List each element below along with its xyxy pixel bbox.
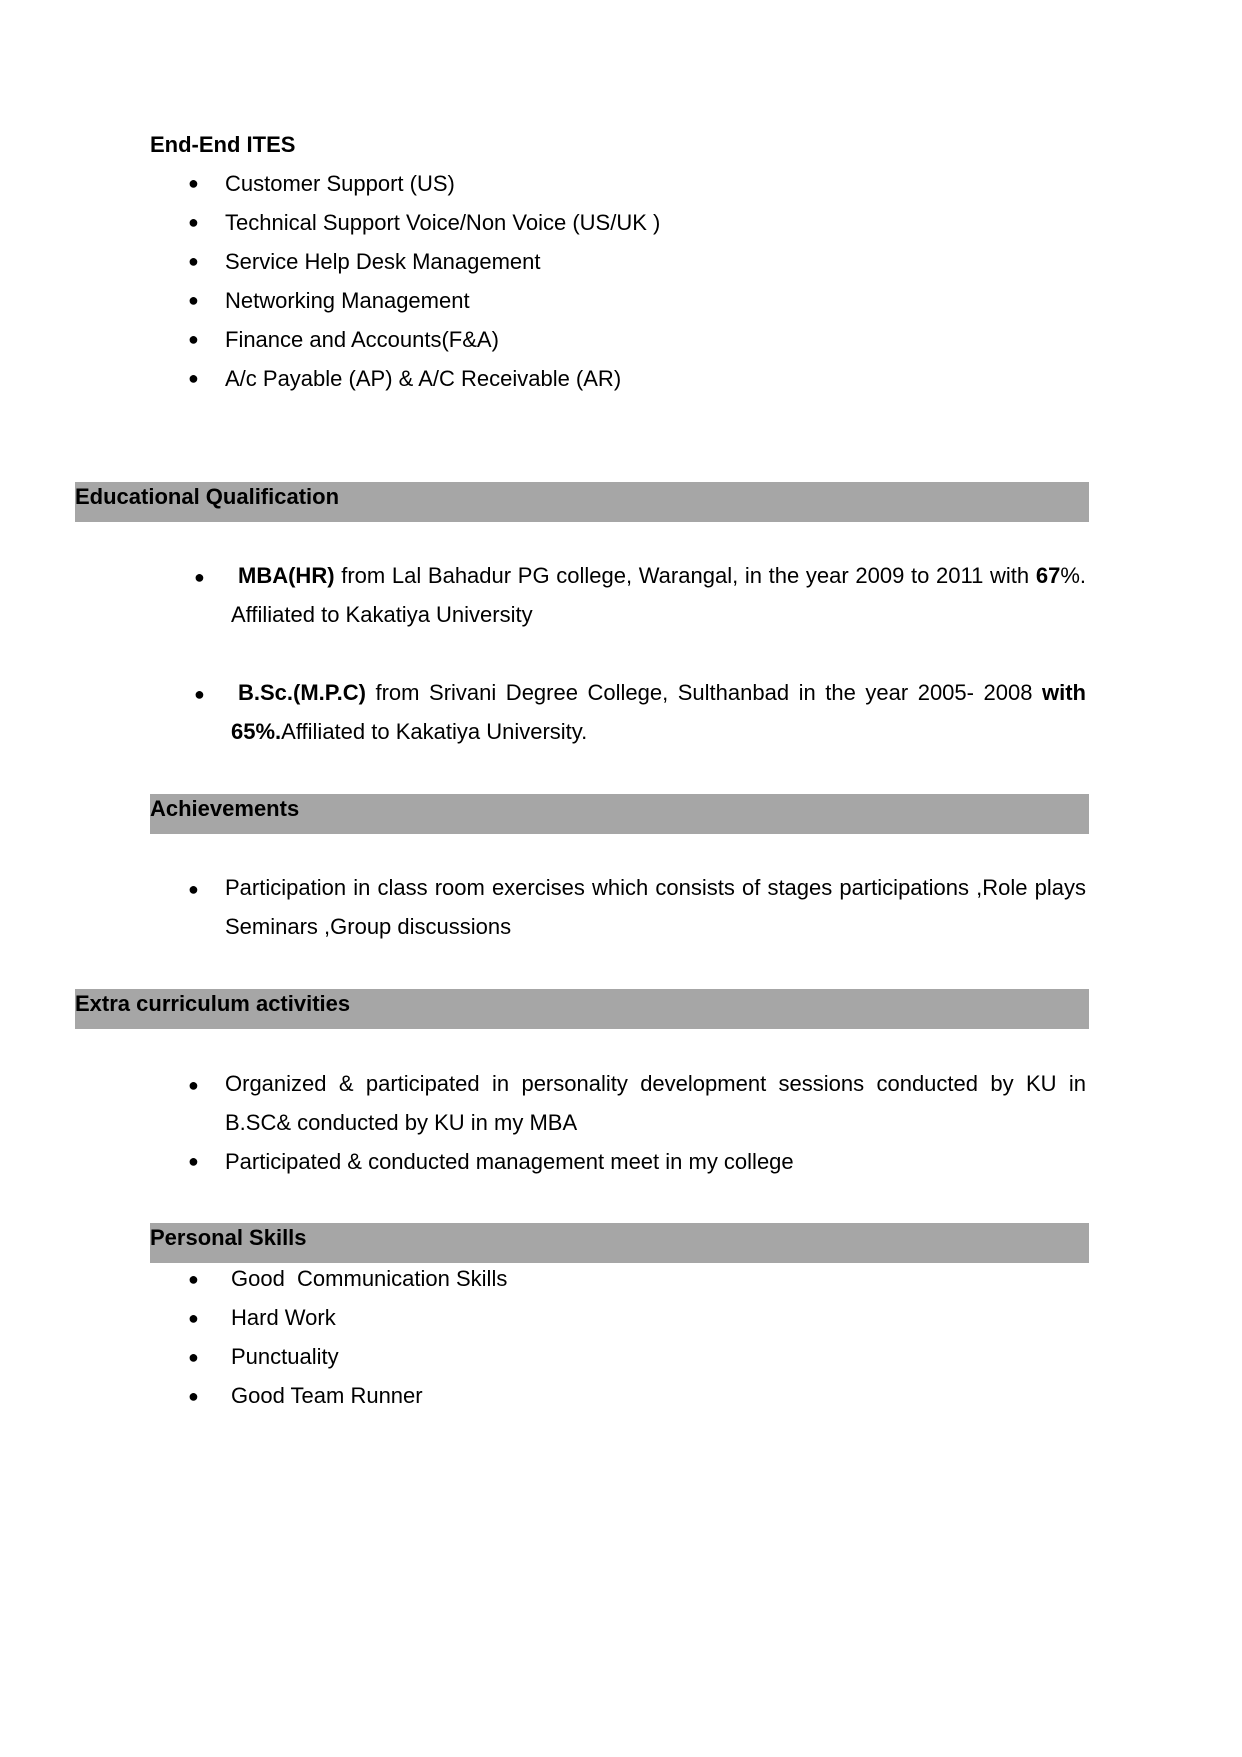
education-mba-line1 — [238, 563, 1086, 589]
achievements-title: Achievements — [150, 796, 300, 821]
bullet-icon: ● — [188, 368, 199, 388]
bullet-icon: ● — [188, 1308, 199, 1328]
extra-item1-line1: Organized & participated in personality development sessions conducted by KU in — [225, 1071, 1086, 1096]
extra-heading-band — [75, 989, 1089, 1029]
list-item: Technical Support Voice/Non Voice (US/UK ) — [225, 210, 661, 235]
education-bsc-line1 — [238, 680, 1086, 706]
bullet-icon: ● — [188, 251, 199, 271]
list-item: A/c Payable (AP) & A/C Receivable (AR) — [225, 366, 622, 391]
mba-percent: 67 — [1035, 563, 1061, 588]
skills-title: Personal Skills — [150, 1225, 307, 1250]
list-item: Good Team Runner — [231, 1383, 423, 1408]
list-item: Finance and Accounts(F&A) — [225, 327, 499, 352]
education-heading-band — [75, 482, 1089, 522]
bsc-percent: 65%. — [231, 719, 282, 744]
ites-title: End-End ITES — [150, 132, 296, 157]
bullet-icon: ● — [188, 879, 199, 899]
achievements-heading-band — [150, 794, 1089, 834]
bullet-icon: ● — [188, 1269, 199, 1289]
mba-text: from Lal Bahadur PG college, Warangal, in the year 2009 to 2011 with — [334, 563, 1036, 588]
skills-heading-band — [150, 1223, 1089, 1263]
bsc-affiliation: Affiliated to Kakatiya University. — [281, 719, 588, 744]
education-title: Educational Qualification — [75, 484, 340, 509]
bsc-text: from Srivani Degree College, Sulthanbad in the year 2005- 2008 — [365, 680, 1042, 705]
mba-degree: MBA(HR) — [238, 563, 335, 588]
list-item: Good Communication Skills — [231, 1266, 508, 1291]
bullet-icon: ● — [188, 1151, 199, 1171]
achievements-line1: Participation in class room exercises which consists of stages participations ,Role plays — [225, 875, 1086, 900]
list-item: Customer Support (US) — [225, 171, 455, 196]
list-item: Punctuality — [231, 1344, 339, 1369]
bullet-icon: ● — [188, 173, 199, 193]
extra-item1-line2: B.SC& conducted by KU in my MBA — [225, 1110, 578, 1135]
mba-percent-suffix: %. — [1060, 563, 1086, 588]
bullet-icon: ● — [194, 684, 205, 704]
extra-title: Extra curriculum activities — [75, 991, 351, 1016]
bullet-icon: ● — [194, 567, 205, 587]
education-mba-line2: Affiliated to Kakatiya University — [231, 602, 533, 627]
bsc-degree: B.Sc.(M.P.C) — [238, 680, 366, 705]
bullet-icon: ● — [188, 212, 199, 232]
bullet-icon: ● — [188, 1386, 199, 1406]
bullet-icon: ● — [188, 1075, 199, 1095]
bsc-with: with — [1042, 680, 1086, 705]
list-item: Service Help Desk Management — [225, 249, 541, 274]
bullet-icon: ● — [188, 290, 199, 310]
list-item: Networking Management — [225, 288, 470, 313]
list-item: Hard Work — [231, 1305, 336, 1330]
bullet-icon: ● — [188, 1347, 199, 1367]
extra-item2: Participated & conducted management meet in my college — [225, 1149, 794, 1174]
achievements-line2: Seminars ,Group discussions — [225, 914, 512, 939]
bullet-icon: ● — [188, 329, 199, 349]
education-bsc-line2 — [231, 719, 587, 745]
